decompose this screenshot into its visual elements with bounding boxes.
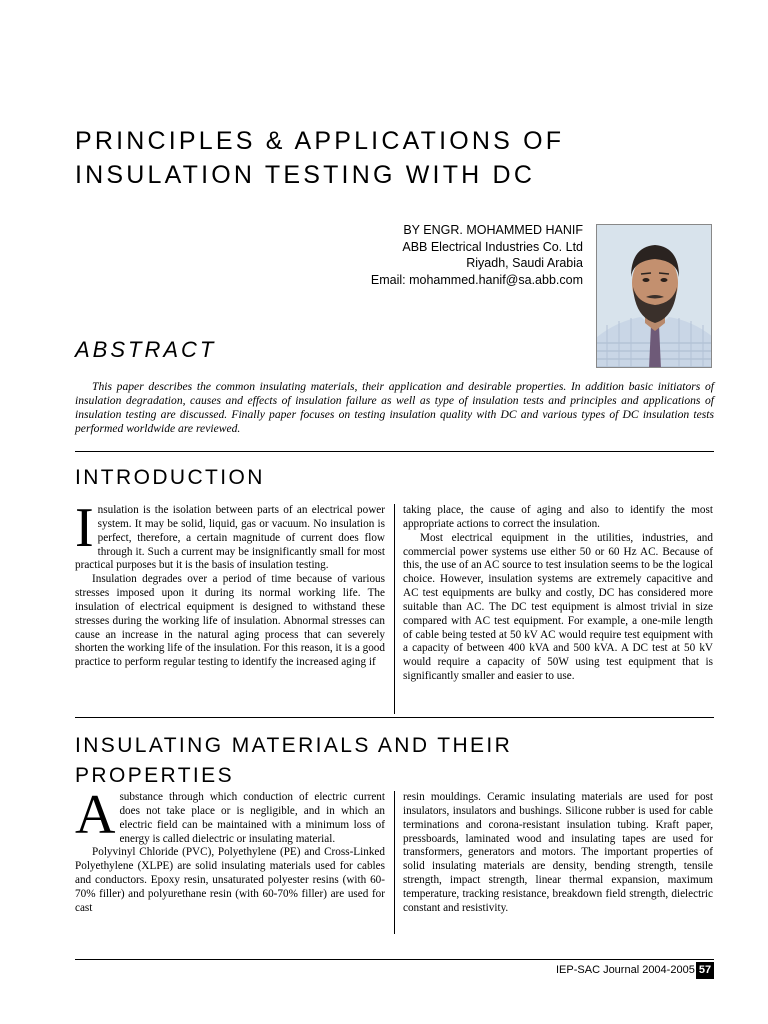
author-email: Email: mohammed.hanif@sa.abb.com [370,272,583,287]
introduction-column-left [75,497,385,670]
drop-cap: A [75,784,116,846]
column-separator [394,504,395,714]
abstract-text: This paper describes the common insulating materials, their application and desirable properties. In addition basic initiators of insulation degradation, causes and effects of insulation failure as well as type of insulation tests and principles and applications of insulation testing are discussed. Finally paper focuses on testing insulation quality with DC and various types of DC insulation tests performed worldwide are reviewed. [75,380,714,435]
journal-name: IEP-SAC Journal 2004-2005 [556,964,695,976]
materials-heading [75,731,512,791]
paragraph: resin mouldings. Ceramic insulating materials are used for post insulators, insulators and bushings. Silicone rubber is used for cable terminations and corona-resistant insulation tubing. Kraft paper, pressboards, laminated wood and insulating tapes are used for transformers, generators and motors. The important properties of solid insulating materials are density, bending strength, tensile strength, impact strength, linear thermal expansion, maximum temperature, tracking resistance, breakdown field strength, dielectric constant and resistivity. [403,791,713,914]
section-divider [75,451,714,452]
footer-rule [75,959,714,960]
paragraph: substance through which conduction of electric current does not take place or is negligible, and in which an electric field can be maintained with a minimum loss of energy is called dielectric or insulating material. [119,791,385,845]
materials-heading-line-1: INSULATING MATERIALS AND THEIR [75,734,513,757]
section-divider [75,717,714,718]
drop-cap: I [75,497,94,559]
author-location: Riyadh, Saudi Arabia [466,256,583,270]
paragraph: Most electrical equipment in the utilities, industries, and commercial power systems use either 50 or 60 Hz AC. Because of this, the use of an AC source to test insulation seems to be the logical choice. However, insulation systems are extremely capacitive and AC test equipments are bulky and costly, DC has considered more suitable than AC. The DC test equipment is almost trivial in size compared with AC test equipment. For example, a one-mile length of cable being tested at 50 kV AC would require test equipment with a capacity of between 400 kVA and 500 kVA. A DC test at 50 kV would require a capacity of 50W using test equipment that is significantly smaller and easier to use. [403,531,713,683]
author-company: ABB Electrical Industries Co. Ltd [402,239,583,254]
paper-title [75,124,695,192]
title-line-1: PRINCIPLES & APPLICATIONS OF [75,127,565,155]
author-block [371,222,583,288]
introduction-column-right [403,504,713,684]
page-number: 57 [696,962,714,979]
paragraph: Polyvinyl Chloride (PVC), Polyethylene (PE) and Cross-Linked Polyethylene (XLPE) are solid insulating materials used for cables and conductors. Epoxy resin, unsaturated polyester resins (with 60-70% filler) and polyurethane resin (with 60-70% filler) are used for cast [75,846,385,914]
paragraph: taking place, the cause of aging and also to identify the most appropriate actions to correct the insulation. [403,504,713,530]
materials-heading-line-2: PROPERTIES [75,764,234,787]
paragraph: nsulation is the isolation between parts of an electrical power system. It may be solid, liquid, gas or vacuum. No insulation is perfect, therefore, a certain magnitude of current does flow through it. Such a current may be insignificantly small for most practical purposes but it is the basis of insulation testing. [75,504,385,572]
author-portrait-image [597,225,712,368]
paragraph: Insulation degrades over a period of time because of various stresses imposed upon it during its normal working life. The insulation of electrical equipment is designed to withstand these stresses during the working life of insulation. Abnormal stresses can cause an increase in the natural aging process that can severely shorten the working life of the insulation. For this reason, it is a good practice to perform regular testing to identify the increased aging if [75,573,385,669]
author-name: BY ENGR. MOHAMMED HANIF [403,223,583,237]
materials-column-left [75,784,385,916]
introduction-heading: INTRODUCTION [75,466,265,489]
title-line-2: INSULATION TESTING WITH DC [75,161,536,189]
materials-column-right [403,791,713,916]
abstract-heading: ABSTRACT [75,337,217,362]
column-separator [394,791,395,934]
author-photo [596,224,712,368]
